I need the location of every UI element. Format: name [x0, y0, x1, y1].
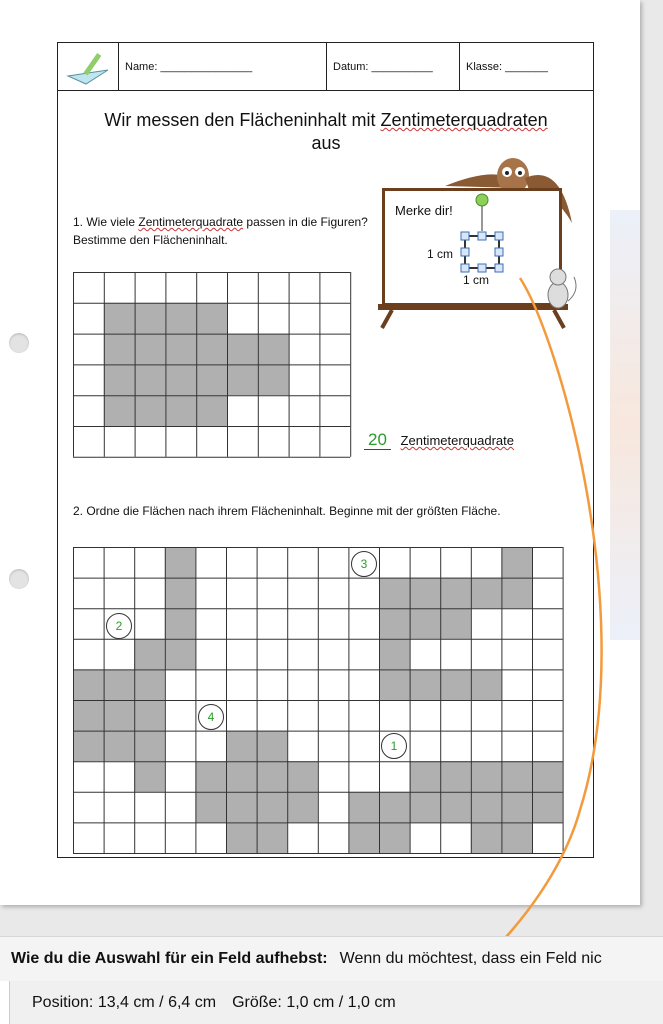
- side-length-label: 1 cm: [463, 273, 490, 287]
- shaded-square: [226, 822, 257, 853]
- shaded-square: [440, 761, 471, 792]
- shaded-square: [196, 303, 227, 334]
- help-bar: [0, 936, 663, 982]
- shaded-square: [226, 731, 257, 762]
- task1-prefix: 1. Wie viele: [73, 215, 139, 229]
- task2-text: 2. Ordne die Flächen nach ihrem Flächeninhalt. Beginne mit der größten Fläche.: [73, 504, 501, 518]
- shaded-square: [257, 822, 288, 853]
- name-label: Name: _______________: [125, 60, 253, 73]
- shaded-square: [135, 395, 166, 426]
- answer-line: [364, 430, 514, 450]
- punch-hole: [9, 333, 29, 353]
- shaded-square: [532, 761, 563, 792]
- shaded-square: [471, 578, 502, 609]
- rank-label: 1: [390, 739, 398, 753]
- shaded-square: [410, 761, 441, 792]
- shaded-square: [348, 822, 379, 853]
- shaded-square: [134, 669, 165, 700]
- shaded-square: [134, 700, 165, 731]
- merke-title: Merke dir!: [395, 203, 453, 218]
- shaded-square: [440, 669, 471, 700]
- date-field[interactable]: [327, 43, 460, 90]
- shaded-square: [471, 792, 502, 823]
- shaded-square: [165, 303, 196, 334]
- page-decoration: [610, 210, 640, 640]
- merke-board: [382, 188, 562, 306]
- shaded-square: [258, 364, 289, 395]
- task1-suffix: passen in die Figuren? Bestimme den Flächeninhalt.: [73, 215, 368, 247]
- shaded-square: [501, 761, 532, 792]
- title-keyword: Zentimeterquadraten: [380, 110, 548, 130]
- help-text: Wenn du möchtest, dass ein Feld nic: [339, 950, 602, 967]
- shaded-square: [258, 334, 289, 365]
- shaded-square: [471, 761, 502, 792]
- title-text: Wir messen den Flächeninhalt mit: [104, 110, 381, 130]
- shaded-square: [379, 822, 410, 853]
- help-heading: Wie du die Auswahl für ein Feld aufhebst:: [11, 950, 328, 967]
- shaded-square: [165, 364, 196, 395]
- triangle-pencil-icon: [64, 48, 112, 86]
- shaded-square: [440, 792, 471, 823]
- rank-circle-3[interactable]: [351, 551, 377, 577]
- shaded-square: [440, 608, 471, 639]
- shaded-square: [257, 731, 288, 762]
- status-bar: [0, 981, 663, 1024]
- grid-figure-2-svg: [73, 547, 565, 855]
- status-bar-edge: [0, 981, 10, 1024]
- shaded-square: [348, 792, 379, 823]
- shaded-square: [165, 639, 196, 670]
- shaded-square: [471, 822, 502, 853]
- shaded-square: [379, 792, 410, 823]
- date-label: Datum: __________: [333, 60, 433, 73]
- worksheet-header: [58, 43, 593, 91]
- task1-text: [73, 213, 368, 249]
- shaded-square: [134, 761, 165, 792]
- shaded-square: [287, 792, 318, 823]
- shaded-square: [135, 334, 166, 365]
- shaded-square: [104, 364, 135, 395]
- name-field[interactable]: [119, 43, 327, 90]
- shaded-square: [165, 608, 196, 639]
- shaded-square: [501, 547, 532, 578]
- shaded-square: [195, 792, 226, 823]
- shaded-square: [196, 395, 227, 426]
- shaded-square: [104, 395, 135, 426]
- shaded-square: [532, 792, 563, 823]
- grid-figure-1-svg: [73, 272, 352, 458]
- shaded-square: [104, 669, 135, 700]
- shaded-square: [73, 731, 104, 762]
- shaded-square: [195, 761, 226, 792]
- rank-label: 3: [360, 557, 368, 571]
- shaded-square: [410, 792, 441, 823]
- shaded-square: [135, 364, 166, 395]
- shaded-square: [134, 731, 165, 762]
- shaded-square: [196, 364, 227, 395]
- shaded-square: [227, 334, 258, 365]
- shaded-square: [410, 578, 441, 609]
- shaded-square: [410, 608, 441, 639]
- shaded-square: [104, 731, 135, 762]
- grid-figure-1: [73, 272, 352, 458]
- answer-value[interactable]: 20: [364, 430, 391, 450]
- shaded-square: [379, 639, 410, 670]
- logo-cell: [58, 43, 119, 90]
- shaded-square: [134, 639, 165, 670]
- shaded-square: [287, 761, 318, 792]
- shaded-square: [379, 578, 410, 609]
- shaded-square: [165, 547, 196, 578]
- shaded-square: [501, 822, 532, 853]
- shaded-square: [104, 334, 135, 365]
- title-text-line2: aus: [311, 133, 341, 153]
- shaded-square: [501, 792, 532, 823]
- shaded-square: [501, 578, 532, 609]
- shaded-square: [165, 578, 196, 609]
- position-readout: Position: 13,4 cm / 6,4 cm: [32, 993, 217, 1011]
- class-label: Klasse: _______: [466, 60, 548, 73]
- class-field[interactable]: [460, 43, 593, 90]
- shaded-square: [104, 700, 135, 731]
- shaded-square: [73, 669, 104, 700]
- rank-label: 4: [207, 710, 215, 724]
- shaded-square: [257, 761, 288, 792]
- shaded-square: [226, 761, 257, 792]
- size-readout: Größe: 1,0 cm / 1,0 cm: [232, 993, 396, 1011]
- shaded-square: [226, 792, 257, 823]
- shaded-square: [379, 669, 410, 700]
- shaded-square: [165, 395, 196, 426]
- shaded-square: [135, 303, 166, 334]
- shaded-square: [410, 669, 441, 700]
- punch-hole: [9, 569, 29, 589]
- rank-circle-1[interactable]: [381, 733, 407, 759]
- answer-unit: Zentimeterquadrate: [400, 433, 514, 448]
- side-length-label: 1 cm: [427, 247, 454, 261]
- mouse-illustration: [540, 265, 580, 313]
- shaded-square: [227, 364, 258, 395]
- shaded-square: [379, 608, 410, 639]
- rank-label: 2: [115, 619, 123, 633]
- rank-circle-2[interactable]: [106, 613, 132, 639]
- rank-circle-4[interactable]: [198, 704, 224, 730]
- shaded-square: [440, 578, 471, 609]
- shaded-square: [104, 303, 135, 334]
- grid-figure-2: [73, 547, 565, 855]
- shaded-square: [165, 334, 196, 365]
- shaded-square: [257, 792, 288, 823]
- task1-keyword: Zentimeterquadrate: [138, 215, 244, 229]
- shaded-square: [196, 334, 227, 365]
- shaded-square: [73, 700, 104, 731]
- shaded-square: [471, 669, 502, 700]
